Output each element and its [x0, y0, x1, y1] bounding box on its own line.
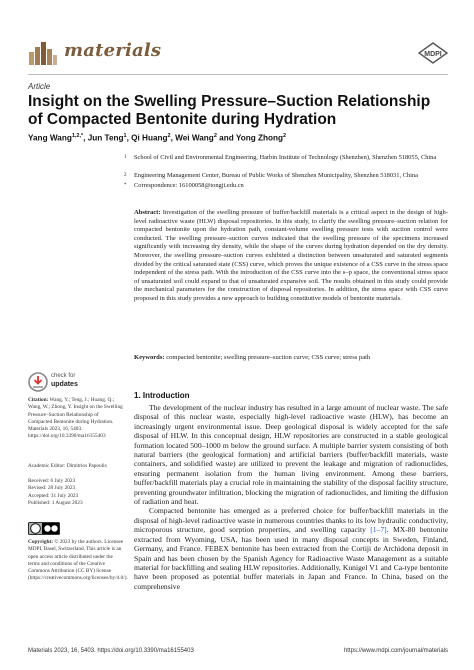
affiliation-text: Engineering Management Center, Bureau of Public Works of Shenzhen Municipality, Shenzhen 518031, China [134, 172, 418, 179]
header-divider [28, 74, 448, 75]
affiliation-1 [124, 154, 448, 162]
academic-editor: Academic Editor: Dimitrios Papoulis [28, 463, 107, 469]
author-name: Jun Teng [87, 133, 124, 143]
keywords [134, 354, 448, 363]
author-affil: 1 [123, 133, 127, 139]
author-name: Yang Wang [28, 133, 72, 143]
paragraph-text: . MX-80 bentonite extracted from Wyoming, USA, has been used in many disposal concepts in Sweden, Finland, Germany, and France. FEBEX bentonite has been extracted from the Cortiji de Archidona deposit in Spain and has been chosen by the Spanish Agency for Radioactive Waste Management as a suitable material for backfilling and sealing HLW repositories. Additionally, Kunigel V1 and Ca-type bentonite have been proposed as potential buffer materials in Japan and France. In China, based on the comprehensive [134, 525, 449, 591]
affiliation-number: 2 [124, 173, 127, 178]
check-for-updates-button[interactable] [28, 371, 108, 393]
date-accepted: Accepted: 31 July 2023 [28, 492, 79, 499]
abstract-text: Investigation of the swelling pressure of buffer/backfill materials is a critical aspect in the design of high-level radioactive waste (HLW) disposal repositories. In this study, to clarify the swelling pressure–suction relation for compacted bentonite upon the hydration path, constant-volume swelling pressure tests with suction control were conducted. The swelling pressure–suction curves indicated that the swelling pressure of the specimens increased significantly with increasing dry density, while the shape of the curves during hydration depended on the dry density. Moreover, the swelling pressure–suction curves exhibited a distinction between unsaturated and saturated segments divided by the critical saturated state (CSS) curve, which proves the unique existence of a CSS curve in the stress space independent of the stress path. With the introduction of the CSS curve into the s–p space, the conventional stress space of unsaturated soil could expand to that of unsaturated expansive soil. The results obtained in this study could provide the mechanical parameters for the construction of disposal repositories. In addition, the stress space with CSS curve proposed in this study provides a new approach to building constitutive models of bentonite materials. [134, 209, 448, 302]
affiliation-number: * [124, 183, 127, 188]
article-title: Insight on the Swelling Pressure–Suction Relationship of Compacted Bentonite during Hydration [28, 93, 431, 128]
correspondence [124, 182, 448, 190]
date-received: Received: 6 July 2023 [28, 478, 76, 484]
copyright-label: Copyright: [28, 539, 54, 545]
date-published: Published: 1 August 2023 [28, 499, 83, 506]
affiliation-2 [124, 172, 448, 180]
author-name: Yong Zhong [235, 133, 283, 143]
check-updates-icon [28, 372, 48, 392]
journal-name: materials [64, 40, 162, 61]
body-text [134, 403, 448, 591]
abstract [134, 209, 448, 304]
citation-text: Wang, Y.; Teng, J.; Huang, Q.; Wang, W.; Zhong, Y. Insight on the Swelling Pressure–Suction Relationship of Compacted Bentonite during Hydration. Materials 2023, 16, 5403. https://doi.org/10.3390/ma16155403 [28, 397, 123, 440]
keywords-text: compacted bentonite; swelling pressure–suction curve; CSS curve; stress path [166, 354, 371, 361]
citation-label: Citation: [28, 397, 49, 403]
footer-citation: Materials 2023, 16, 5403. https://doi.org/10.3390/ma16155403 [28, 648, 194, 654]
check-updates-line2: updates [51, 381, 78, 388]
paragraph-text: Compacted bentonite has emerged as a preferred choice for buffer/backfill materials in the disposal of high-level radioactive waste in numerous countries thanks to its low hydraulic conductivity, microporous structure, good sorption properties, and swelling capacity [134, 506, 448, 535]
paragraph: The development of the nuclear industry has resulted in a large amount of nuclear waste. The safe disposal of this nuclear waste, especially high-level radioactive waste (HLW), has become an increasingly urgent environmental issue. Deep geological disposal is widely accepted for the safe disposal of HLW. In this conceptual design, HLW repositories are constructed in a stable geological formation located 500–1000 m below the ground surface. A multiple barrier system consisting of both natural barriers (the geological formation) and artificial barriers (buffer/backfill materials, waste containers, and solidified waste) are utilized to prevent the leakage and migration of radionuclides, ensuring permanent isolation from the human living environment. Among these barriers, buffer/backfill materials play a crucial role in maintaining the stability of the disposal facility structure, preventing groundwater infiltration, blocking the migration of radionuclides, and limiting the diffusion of radiation and heat. [134, 403, 448, 507]
paragraph [134, 506, 448, 591]
article-type: Article [28, 82, 51, 91]
copyright-text: © 2023 by the authors. Licensee MDPI, Basel, Switzerland. This article is an open access article distributed under the terms and conditions of the Creative Commons Attribution (CC BY) license (https://creativecommons.org/licenses/by/4.0/). [28, 539, 128, 582]
publisher-label: MDPI [424, 51, 442, 58]
citation-block [28, 397, 124, 441]
section-heading: 1. Introduction [134, 391, 190, 400]
citation-link[interactable]: [1–7] [370, 525, 387, 535]
author-affil: 1,2,* [71, 133, 84, 139]
affiliation-text: School of Civil and Environmental Engineering, Harbin Institute of Technology (Shenzhen), Shenzhen 518055, China [134, 154, 437, 161]
author-name: Qi Huang [131, 133, 168, 143]
date-revised: Revised: 28 July 2023 [28, 485, 76, 492]
copyright-block [28, 539, 128, 583]
author-affil: 2 [213, 133, 217, 139]
check-updates-line1: check for [51, 373, 76, 379]
journal-header [28, 38, 448, 68]
author-affil: 2 [282, 133, 287, 139]
keywords-label: Keywords: [134, 354, 165, 361]
footer-journal-link[interactable]: https://www.mdpi.com/journal/materials [343, 648, 448, 654]
author-list: Yang Wang$^{1,2,*}$, Jun Teng$^1$, Qi Huang$^2$, Wei Wang$^2$ and Yong Zhong$^2$ [28, 133, 287, 143]
author-name: Wei Wang [175, 133, 214, 143]
journal-logo-icon [28, 38, 58, 66]
abstract-label: Abstract: [134, 209, 161, 216]
cc-by-license-badge[interactable] [28, 522, 60, 535]
mdpi-logo [418, 42, 448, 64]
affiliation-number: 1 [124, 155, 127, 160]
author-affil: 2 [167, 133, 171, 139]
publication-dates [28, 478, 124, 507]
correspondence-email[interactable]: Correspondence: 16100058@tongji.edu.cn [134, 182, 244, 189]
